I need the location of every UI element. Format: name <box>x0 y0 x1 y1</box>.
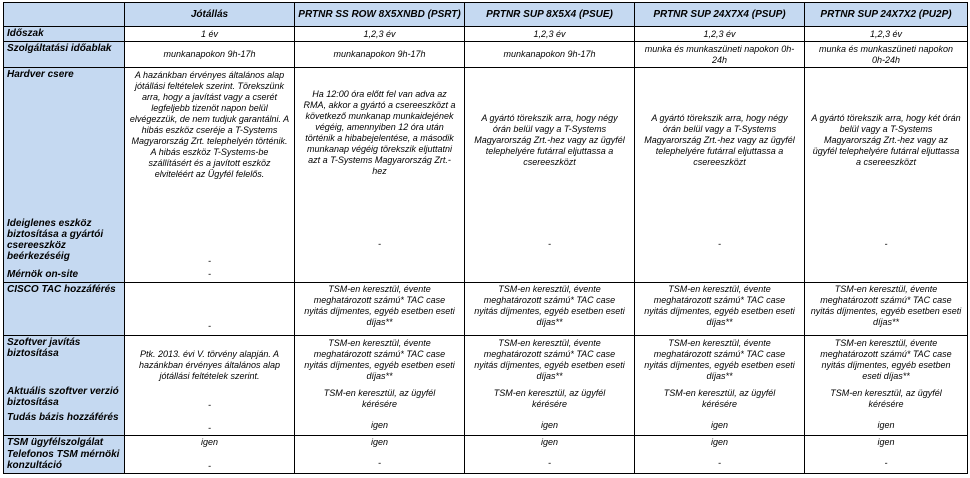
cell-tudas-3: igen <box>540 420 558 430</box>
header-psrt: PRTNR SS ROW 8X5XNBD (PSRT) <box>295 3 465 27</box>
cell-cisco-2: TSM-en keresztül, évente meghatározott számú* TAC case nyitás díjmentes, egyéb esetben eseti díjas** <box>295 283 465 336</box>
row-label-szoftver: Szoftver javítás biztosítása <box>7 337 81 359</box>
label-block-software <box>4 336 125 436</box>
cell-aktualis-4: TSM-en keresztül, az ügyfél kérésére <box>663 388 776 409</box>
cell-idoszak-3: 1,2,3 év <box>465 27 635 42</box>
cell-block-psup-tsm <box>635 436 805 473</box>
cell-hardver-5: A gyártó törekszik arra, hogy két órán belül vagy a T-Systems Magyarország Zrt.-hez vagy az ügyfél telephelyére futárral eljuttassa a csereeszközt <box>811 113 961 167</box>
cell-ideiglenes-5: - <box>884 239 888 249</box>
cell-telefonos-5: - <box>884 458 888 468</box>
cell-idoablak-4: munka és munkaszüneti napokon 0h-24h <box>635 42 805 68</box>
cell-idoablak-5: munka és munkaszüneti napokon 0h-24h <box>805 42 968 68</box>
cell-cisco-4: TSM-en keresztül, évente meghatározott számú* TAC case nyitás díjmentes, egyéb esetben eseti díjas** <box>635 283 805 336</box>
cell-cisco-3: TSM-en keresztül, évente meghatározott számú* TAC case nyitás díjmentes, egyéb esetben eseti díjas** <box>465 283 635 336</box>
row-label-tudas: Tudás bázis hozzáférés <box>7 412 119 423</box>
cell-block-psrt-tsm <box>295 436 465 473</box>
cell-tudas-4: igen <box>710 420 728 430</box>
cell-szoftver-4: TSM-en keresztül, évente meghatározott számú* TAC case nyitás díjmentes, egyéb esetben eseti díjas** <box>644 338 795 381</box>
cell-hardver-1: A hazánkban érvényes általános alap jótállási feltételek szerint. Törekszünk arra, hogy a javítást vagy a cserét legfeljebb tizenöt napon belül elvégezzük, de nem tudjuk garantálni. A hibás eszköz cseréje a T-Systems Magyarország Zrt. telephelyén történik. A hibás eszköz T-Systems-be szállításért és a javított eszköz elviteléért az Ügyfél felelős. <box>129 70 290 179</box>
label-block-hardware <box>4 68 125 283</box>
cell-idoablak-1: munkanapokon 9h-17h <box>125 42 295 68</box>
cell-szoftver-5: TSM-en keresztül, évente meghatározott számú* TAC case nyitás díjmentes, egyéb esetben eseti díjas** <box>820 338 952 381</box>
header-psue: PRTNR SUP 8X5X4 (PSUE) <box>465 3 635 27</box>
cell-idoszak-4: 1,2,3 év <box>635 27 805 42</box>
cell-hardver-4: A gyártó törekszik arra, hogy négy órán belül vagy a T-Systems Magyarország Zrt.-hez vagy az ügyfél telephelyére futárral eljuttassa a csereeszközt <box>644 113 795 167</box>
cell-telefonos-3: - <box>548 458 551 468</box>
cell-idoablak-2: munkanapokon 9h-17h <box>295 42 465 68</box>
cell-aktualis-2: TSM-en keresztül, az ügyfél kérésére <box>323 388 436 409</box>
cell-block-psup-sw <box>635 336 805 436</box>
cell-tsm-5: igen <box>877 437 895 447</box>
cell-szoftver-3: TSM-en keresztül, évente meghatározott számú* TAC case nyitás díjmentes, egyéb esetben eseti díjas** <box>474 338 625 381</box>
cell-idoablak-3: munkanapokon 9h-17h <box>465 42 635 68</box>
cell-hardver-3: A gyártó törekszik arra, hogy négy órán belül vagy a T-Systems Magyarország Zrt.-hez vagy az ügyfél telephelyére futárral eljuttassa a csereeszközt <box>474 113 625 167</box>
header-psup: PRTNR SUP 24X7X4 (PSUP) <box>635 3 805 27</box>
cell-ideiglenes-4: - <box>718 239 721 249</box>
cell-tudas-1: - <box>208 423 211 433</box>
cell-aktualis-1: - <box>208 400 211 410</box>
cell-telefonos-4: - <box>718 458 721 468</box>
cell-mernok-1: - <box>208 269 211 279</box>
cell-cisco-1: - <box>208 321 211 331</box>
cell-tudas-5: igen <box>877 420 895 430</box>
cell-block-pu2p-tsm <box>805 436 968 473</box>
header-jotallas: Jótállás <box>125 3 295 27</box>
comparison-table <box>3 2 968 474</box>
cell-block-psrt-hw <box>295 68 465 283</box>
cell-tsm-3: igen <box>540 437 558 447</box>
cell-block-pu2p-sw <box>805 336 968 436</box>
cell-tsm-1: igen <box>200 437 218 447</box>
header-corner-cell <box>4 3 125 27</box>
row-label-idoablak: Szolgáltatási időablak <box>4 42 125 68</box>
cell-aktualis-3: TSM-en keresztül, az ügyfél kérésére <box>493 388 606 409</box>
row-label-aktualis: Aktuális szoftver verzió biztosítása <box>7 386 119 408</box>
cell-block-jotallas-hw <box>125 68 295 283</box>
cell-idoszak-1: 1 év <box>125 27 295 42</box>
row-label-idoszak: Időszak <box>4 27 125 42</box>
cell-szoftver-1: Ptk. 2013. évi V. törvény alapján. A hazánkban érvényes általános alap jótállási feltételek szerint. <box>138 349 281 381</box>
cell-tudas-2: igen <box>370 420 388 430</box>
cell-block-psue-hw <box>465 68 635 283</box>
cell-tsm-4: igen <box>710 437 728 447</box>
cell-szoftver-2: TSM-en keresztül, évente meghatározott számú* TAC case nyitás díjmentes, egyéb esetben eseti díjas** <box>304 338 455 381</box>
cell-tsm-2: igen <box>370 437 388 447</box>
cell-block-psue-tsm <box>465 436 635 473</box>
cell-cisco-5: TSM-en keresztül, évente meghatározott számú* TAC case nyitás díjmentes, egyéb esetben eseti díjas** <box>805 283 968 336</box>
cell-ideiglenes-1: - <box>208 256 211 266</box>
cell-block-psue-sw <box>465 336 635 436</box>
cell-telefonos-2: - <box>378 458 381 468</box>
cell-aktualis-5: TSM-en keresztül, az ügyfél kérésére <box>830 388 942 409</box>
cell-block-psrt-sw <box>295 336 465 436</box>
row-label-telefonos: Telefonos TSM mérnöki konzultáció <box>7 449 120 471</box>
cell-block-jotallas-sw <box>125 336 295 436</box>
row-label-hardver: Hardver csere <box>7 69 74 80</box>
row-label-cisco: CISCO TAC hozzáférés <box>4 283 125 336</box>
row-label-tsm: TSM ügyfélszolgálat <box>7 437 104 448</box>
row-label-ideiglenes: Ideiglenes eszköz biztosítása a gyártói csereeszköz beérkezéséig <box>7 218 104 262</box>
cell-idoszak-5: 1,2,3 év <box>805 27 968 42</box>
cell-telefonos-1: - <box>208 461 211 471</box>
cell-block-psup-hw <box>635 68 805 283</box>
cell-hardver-2: Ha 12:00 óra előtt fel van adva az RMA, akkor a gyártó a csereeszközt a következő munkanap munkaidejének végéig, amennyiben 12 óra után történik a hibabejelentése, a második munkanap végéig törekszik eljuttatni azt a T-Systems Magyarország Zrt.-hez <box>303 89 456 176</box>
cell-block-pu2p-hw <box>805 68 968 283</box>
cell-ideiglenes-2: - <box>378 239 381 249</box>
cell-cisco-1-wrap <box>125 283 295 336</box>
header-pu2p: PRTNR SUP 24X7X2 (PU2P) <box>805 3 968 27</box>
cell-ideiglenes-3: - <box>548 239 551 249</box>
cell-idoszak-2: 1,2,3 év <box>295 27 465 42</box>
cell-block-jotallas-tsm <box>125 436 295 473</box>
row-label-mernok: Mérnök on-site <box>7 269 79 280</box>
label-block-tsm <box>4 436 125 473</box>
